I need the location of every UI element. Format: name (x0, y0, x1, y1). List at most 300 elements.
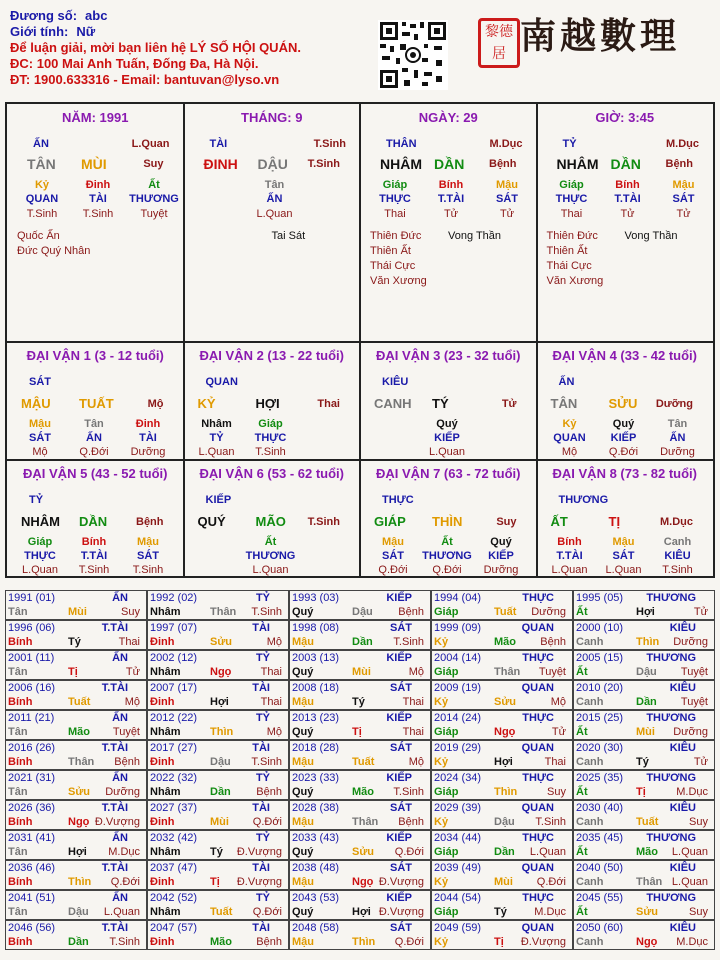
chart-cell (184, 342, 361, 460)
ten-god: TÀI (252, 742, 270, 754)
auspicious-star: Thiên Đức (546, 230, 598, 242)
owner-label: Đương số: (10, 8, 78, 23)
ten-god: KIẾP (205, 494, 232, 506)
growth-phase: Q.Đới (252, 816, 282, 828)
red-seal-stamp: 黎德居 (478, 18, 520, 68)
hidden-ten-god: ẤN (86, 432, 102, 444)
hidden-ten-god: QUAN (553, 432, 586, 444)
ten-god: T.TÀI (101, 682, 128, 694)
earthly-branch: Tuất (494, 606, 517, 618)
auspicious-star: Thiên Đức (370, 230, 422, 242)
year-label: 2048 (58) (292, 922, 340, 934)
hidden-ten-god: KIẾP (610, 432, 637, 444)
growth-phase: M.Dục (489, 138, 523, 150)
year-label: 2023 (33) (292, 772, 340, 784)
ten-god: TỶ (29, 494, 44, 506)
growth-phase: L.Quan (103, 906, 140, 918)
year-label: 2047 (57) (150, 922, 198, 934)
earthly-branch: Mùi (68, 606, 87, 618)
earthly-branch: Tý (210, 846, 223, 858)
year-label: 2026 (36) (8, 802, 56, 814)
contact-line-3: ĐT: 1900.633316 - Email: bantuvan@lyso.vn (10, 72, 280, 87)
heavenly-stem: TÂN (550, 396, 578, 411)
year-cell[interactable] (5, 650, 147, 680)
ten-god: THƯƠNG (646, 712, 696, 724)
year-cell[interactable] (5, 860, 147, 890)
growth-phase: Suy (143, 158, 164, 170)
growth-phase: M.Dục (534, 906, 566, 918)
year-cell[interactable] (289, 860, 431, 890)
ten-god: THƯƠNG (646, 832, 696, 844)
heavenly-stem: Tân (8, 786, 28, 798)
year-label: 1999 (09) (434, 622, 482, 634)
year-label: 2000 (10) (576, 622, 624, 634)
ten-god: TÀI (252, 622, 270, 634)
year-cell[interactable] (289, 920, 431, 950)
chart-cell (7, 460, 184, 578)
growth-phase: Q.Đới (536, 876, 566, 888)
growth-phase: Thai (402, 726, 424, 738)
hidden-phase: T.Sinh (82, 208, 114, 220)
year-cell[interactable] (573, 590, 715, 620)
chart-grid (5, 102, 715, 578)
ten-god: KIÊU (382, 376, 409, 388)
grid-divider (7, 459, 713, 461)
year-cell[interactable] (431, 710, 573, 740)
year-cell[interactable] (431, 680, 573, 710)
year-cell[interactable] (573, 650, 715, 680)
ten-god: QUAN (521, 682, 554, 694)
growth-phase: M.Dục (676, 936, 708, 948)
hidden-phase: Thai (384, 208, 406, 220)
year-cell[interactable] (431, 740, 573, 770)
earthly-branch: Tị (352, 726, 362, 738)
earthly-branch: Tị (636, 786, 646, 798)
gender-value: Nữ (76, 24, 96, 39)
growth-phase: Thai (544, 756, 566, 768)
ten-god: T.TÀI (101, 922, 128, 934)
year-cell[interactable] (289, 800, 431, 830)
year-label: 2035 (45) (576, 832, 624, 844)
year-cell[interactable] (573, 860, 715, 890)
year-label: 2015 (25) (576, 712, 624, 724)
growth-phase: L.Quan (131, 138, 170, 150)
year-cell[interactable] (289, 620, 431, 650)
earthly-branch: Thìn (494, 786, 518, 798)
chart-cell (537, 104, 714, 342)
hidden-stem: Mậu (382, 536, 404, 548)
heavenly-stem: Giáp (434, 906, 459, 918)
ten-god: THỰC (522, 772, 554, 784)
hidden-ten-god: TÀI (89, 193, 107, 205)
earthly-branch: DẬU (257, 156, 288, 172)
year-cell[interactable] (431, 920, 573, 950)
year-cell[interactable] (5, 590, 147, 620)
qr-code-icon[interactable] (378, 20, 448, 90)
year-label: 2039 (49) (434, 862, 482, 874)
growth-phase: Tử (693, 756, 708, 768)
year-cell[interactable] (147, 710, 289, 740)
earthly-branch: Dần (68, 936, 89, 948)
growth-phase: Thai (317, 398, 340, 410)
heavenly-stem: Mậu (292, 876, 314, 888)
year-label: 2044 (54) (434, 892, 482, 904)
year-cell[interactable] (147, 620, 289, 650)
year-cell[interactable] (573, 770, 715, 800)
hidden-ten-god: TỶ (209, 432, 224, 444)
year-cell[interactable] (5, 890, 147, 920)
year-cell[interactable] (147, 770, 289, 800)
grid-divider (7, 341, 713, 343)
growth-phase: Bệnh (398, 606, 424, 618)
year-label: 1995 (05) (576, 592, 624, 604)
growth-phase: Mộ (408, 756, 424, 768)
growth-phase: Mộ (124, 696, 140, 708)
year-label: 1993 (03) (292, 592, 340, 604)
heavenly-stem: NHÂM (556, 156, 599, 172)
year-cell[interactable] (147, 860, 289, 890)
heavenly-stem: Giáp (434, 666, 459, 678)
earthly-branch: Dần (494, 846, 515, 858)
grid-divider (359, 104, 361, 576)
year-cell[interactable] (573, 920, 715, 950)
heavenly-stem: Bính (8, 816, 33, 828)
year-cell[interactable] (431, 650, 573, 680)
earthly-branch: Dậu (210, 756, 231, 768)
growth-phase: Mộ (266, 726, 282, 738)
earthly-branch: Sửu (494, 696, 517, 708)
growth-phase: Suy (121, 606, 140, 618)
year-cell[interactable] (5, 710, 147, 740)
ten-god: TÀI (252, 802, 270, 814)
chart-cell (360, 104, 537, 342)
heavenly-stem: QUÝ (197, 514, 226, 529)
earthly-branch: TUẤT (79, 396, 114, 411)
ten-god: QUAN (205, 376, 238, 388)
year-cell[interactable] (431, 620, 573, 650)
year-cell[interactable] (573, 710, 715, 740)
hidden-stem: Nhâm (201, 418, 232, 430)
hidden-ten-god: ẤN (266, 193, 283, 205)
ten-god: QUAN (521, 742, 554, 754)
growth-phase: Thai (260, 666, 282, 678)
growth-phase: T.Sinh (535, 816, 566, 828)
heavenly-stem: Nhâm (150, 846, 181, 858)
hidden-stem: Mậu (672, 179, 695, 191)
year-cell[interactable] (431, 590, 573, 620)
hidden-phase: T.Sinh (255, 446, 286, 458)
growth-phase: Mộ (408, 666, 424, 678)
heavenly-stem: Bính (8, 636, 33, 648)
hidden-phase: L.Quan (256, 208, 293, 220)
hidden-ten-god: THƯƠNG (245, 550, 296, 562)
ten-god: TỶ (255, 712, 270, 724)
growth-phase: M.Dục (666, 138, 699, 150)
ten-god: KIÊU (669, 922, 696, 934)
heavenly-stem: Canh (576, 636, 604, 648)
year-label: 2045 (55) (576, 892, 624, 904)
growth-phase: Bệnh (114, 756, 140, 768)
hidden-ten-god: SÁT (496, 193, 518, 205)
growth-phase: T.Sinh (307, 516, 340, 528)
heavenly-stem: TÂN (27, 156, 56, 172)
heavenly-stem: Mậu (292, 636, 314, 648)
year-label: 2012 (22) (150, 712, 198, 724)
hidden-stem: Mậu (137, 536, 159, 548)
year-cell[interactable] (5, 830, 147, 860)
growth-phase: Suy (496, 516, 517, 528)
year-label: 2043 (53) (292, 892, 340, 904)
year-label: 2018 (28) (292, 742, 340, 754)
year-label: 2038 (48) (292, 862, 340, 874)
heavenly-stem: Tân (8, 726, 28, 738)
hidden-ten-god: THỰC (24, 550, 56, 562)
heavenly-stem: GIÁP (374, 514, 406, 529)
year-cell[interactable] (573, 830, 715, 860)
auspicious-star: Văn Xương (546, 275, 604, 287)
growth-phase: Tuyệt (680, 696, 708, 708)
pillar-title: NGÀY: 29 (418, 110, 478, 125)
hidden-phase: Tuyệt (140, 208, 168, 220)
contact-line-2: ĐC: 100 Mai Anh Tuấn, Đống Đa, Hà Nội. (10, 56, 259, 71)
year-cell[interactable] (573, 890, 715, 920)
year-cell[interactable] (573, 620, 715, 650)
year-label: 2011 (21) (8, 712, 55, 724)
growth-phase: Q.Đới (252, 906, 282, 918)
auspicious-star: Thiên Ất (546, 245, 588, 257)
hidden-phase: Thai (560, 208, 583, 220)
ten-god: TỶ (255, 592, 270, 604)
hidden-stem: Mậu (612, 536, 635, 548)
hidden-stem: Tân (264, 179, 285, 191)
earthly-branch: Mão (68, 726, 90, 738)
growth-phase: Q.Đới (394, 846, 424, 858)
growth-phase: Bệnh (489, 158, 517, 170)
earthly-branch: MÙI (81, 156, 107, 172)
year-cell[interactable] (289, 650, 431, 680)
year-cell[interactable] (289, 680, 431, 710)
ten-god: THƯƠNG (646, 592, 696, 604)
year-label: 1992 (02) (150, 592, 198, 604)
heavenly-stem: Kỷ (434, 816, 449, 828)
year-cell[interactable] (289, 710, 431, 740)
hidden-stem: Bính (81, 536, 107, 548)
inauspicious-star: Vong Thần (624, 230, 678, 242)
year-cell[interactable] (147, 590, 289, 620)
earthly-branch: Mùi (210, 816, 229, 828)
year-cell[interactable] (5, 680, 147, 710)
ten-god: KIÊU (669, 622, 696, 634)
auspicious-star: Văn Xương (370, 275, 427, 287)
earthly-branch: Tuất (68, 696, 91, 708)
year-cell[interactable] (573, 680, 715, 710)
ten-god: THỰC (382, 494, 414, 506)
ten-god: TÀI (252, 862, 270, 874)
year-cell[interactable] (289, 890, 431, 920)
earthly-branch: Ngọ (636, 936, 658, 948)
hidden-stem: Bính (557, 536, 582, 548)
year-cell[interactable] (573, 800, 715, 830)
dai-van-title: ĐẠI VẬN 6 (53 - 62 tuổi) (199, 466, 344, 481)
ten-god: ẤN (112, 772, 128, 784)
growth-phase: Mộ (550, 696, 566, 708)
earthly-branch: Tị (210, 876, 220, 888)
heavenly-stem: Mậu (292, 816, 314, 828)
earthly-branch: THÌN (432, 514, 463, 529)
earthly-branch: Sửu (210, 636, 233, 648)
heavenly-stem: Bính (8, 876, 33, 888)
hidden-phase: Tử (676, 208, 691, 220)
earthly-branch: Mùi (494, 876, 513, 888)
ten-god: TỶ (255, 652, 270, 664)
dai-van-title: ĐẠI VẬN 8 (73 - 82 tuổi) (552, 466, 697, 481)
earthly-branch: Tuất (636, 816, 659, 828)
year-cell[interactable] (5, 620, 147, 650)
earthly-branch: Dậu (352, 606, 373, 618)
heavenly-stem: Canh (576, 936, 604, 948)
growth-phase: Tuyệt (680, 666, 708, 678)
heavenly-stem: Đinh (150, 636, 175, 648)
year-label: 2013 (23) (292, 712, 340, 724)
dai-van-title: ĐẠI VẬN 5 (43 - 52 tuổi) (23, 466, 168, 481)
heavenly-stem: Quý (292, 726, 314, 738)
heavenly-stem: Đinh (150, 696, 175, 708)
year-cell[interactable] (289, 830, 431, 860)
growth-phase: Tử (501, 398, 517, 410)
growth-phase: Thai (118, 636, 140, 648)
year-label: 2042 (52) (150, 892, 198, 904)
heavenly-stem: Đinh (150, 756, 175, 768)
hidden-phase: Mộ (561, 446, 578, 458)
heavenly-stem: Canh (576, 696, 604, 708)
chart-cell (537, 342, 714, 460)
year-cell[interactable] (431, 860, 573, 890)
heavenly-stem: Kỷ (434, 696, 449, 708)
year-label: 2050 (60) (576, 922, 624, 934)
pillar-title: NĂM: 1991 (62, 110, 129, 125)
growth-phase: Tuyệt (538, 666, 566, 678)
year-label: 2029 (39) (434, 802, 482, 814)
heavenly-stem: Tân (8, 906, 28, 918)
ten-god: ẤN (112, 592, 128, 604)
hidden-stem: Bính (438, 179, 464, 191)
year-label: 2034 (44) (434, 832, 482, 844)
year-cell[interactable] (431, 770, 573, 800)
ten-god: THƯƠNG (646, 772, 696, 784)
hidden-ten-god: THƯƠNG (422, 550, 472, 562)
heavenly-stem: Kỷ (434, 756, 449, 768)
heavenly-stem: Nhâm (150, 786, 181, 798)
ten-god: T.TÀI (101, 742, 128, 754)
year-cell[interactable] (147, 740, 289, 770)
year-cell[interactable] (147, 920, 289, 950)
earthly-branch: Tị (494, 936, 504, 948)
hidden-phase: T.Sinh (78, 564, 110, 576)
year-cell[interactable] (431, 830, 573, 860)
heavenly-stem: Đinh (150, 876, 175, 888)
hidden-stem: Quý (490, 536, 512, 548)
auspicious-star: Thiên Ất (370, 245, 411, 257)
earthly-branch: Dần (352, 636, 373, 648)
ten-god: QUAN (521, 622, 554, 634)
heavenly-stem: Nhâm (150, 726, 181, 738)
year-label: 2009 (19) (434, 682, 482, 694)
ten-god: ẤN (112, 832, 128, 844)
year-cell[interactable] (147, 830, 289, 860)
year-label: 2008 (18) (292, 682, 340, 694)
year-label: 2033 (43) (292, 832, 340, 844)
year-label: 2040 (50) (576, 862, 624, 874)
year-cell[interactable] (147, 650, 289, 680)
hidden-ten-god: QUAN (25, 193, 59, 205)
header-info (10, 8, 301, 88)
year-label: 1997 (07) (150, 622, 198, 634)
ten-god: KIẾP (386, 592, 412, 604)
ten-god: T.TÀI (101, 802, 128, 814)
year-cell[interactable] (5, 920, 147, 950)
earthly-branch: Dậu (494, 816, 515, 828)
hidden-stem: Mậu (29, 418, 51, 430)
year-cell[interactable] (289, 590, 431, 620)
ten-god: TÀI (209, 138, 228, 150)
year-cell[interactable] (5, 800, 147, 830)
growth-phase: Tuyệt (112, 726, 140, 738)
earthly-branch: Tý (68, 636, 81, 648)
ten-god: ẤN (112, 712, 128, 724)
hidden-ten-god: SÁT (29, 432, 51, 444)
heavenly-stem: Kỷ (434, 936, 449, 948)
growth-phase: T.Sinh (393, 636, 424, 648)
heavenly-stem: Tân (8, 666, 28, 678)
earthly-branch: Tý (494, 906, 507, 918)
year-label: 2004 (14) (434, 652, 482, 664)
earthly-branch: Sửu (68, 786, 91, 798)
ten-god: KIÊU (669, 802, 696, 814)
earthly-branch: Dậu (68, 906, 89, 918)
year-cell[interactable] (5, 770, 147, 800)
earthly-branch: Thìn (636, 636, 660, 648)
year-cell[interactable] (147, 890, 289, 920)
ten-god: THỰC (522, 592, 554, 604)
ten-god: QUAN (521, 802, 554, 814)
hidden-phase: Q.Đới (378, 564, 408, 576)
auspicious-star: Quốc Ấn (17, 230, 60, 242)
year-cell[interactable] (431, 800, 573, 830)
earthly-branch: Hợi (68, 846, 87, 858)
hidden-phase: T.Sinh (132, 564, 164, 576)
ten-god: TỶ (255, 772, 270, 784)
earthly-branch: Mão (352, 786, 374, 798)
hidden-ten-god: T.TÀI (80, 550, 108, 562)
year-label: 2030 (40) (576, 802, 624, 814)
year-cell[interactable] (431, 890, 573, 920)
earthly-branch: Dậu (636, 666, 657, 678)
year-cell[interactable] (5, 740, 147, 770)
year-cell[interactable] (289, 770, 431, 800)
hidden-phase: Dưỡng (483, 564, 519, 576)
growth-phase: T.Sinh (251, 756, 282, 768)
ten-god: KIẾP (386, 652, 412, 664)
auspicious-star: Thái Cực (546, 260, 592, 272)
ten-god: KIÊU (669, 862, 696, 874)
year-cell[interactable] (289, 740, 431, 770)
hidden-phase: Q.Đới (79, 446, 109, 458)
earthly-branch: TÝ (432, 396, 449, 411)
year-cell[interactable] (147, 680, 289, 710)
hidden-stem: Giáp (382, 179, 408, 191)
year-cell[interactable] (573, 740, 715, 770)
year-cell[interactable] (147, 800, 289, 830)
